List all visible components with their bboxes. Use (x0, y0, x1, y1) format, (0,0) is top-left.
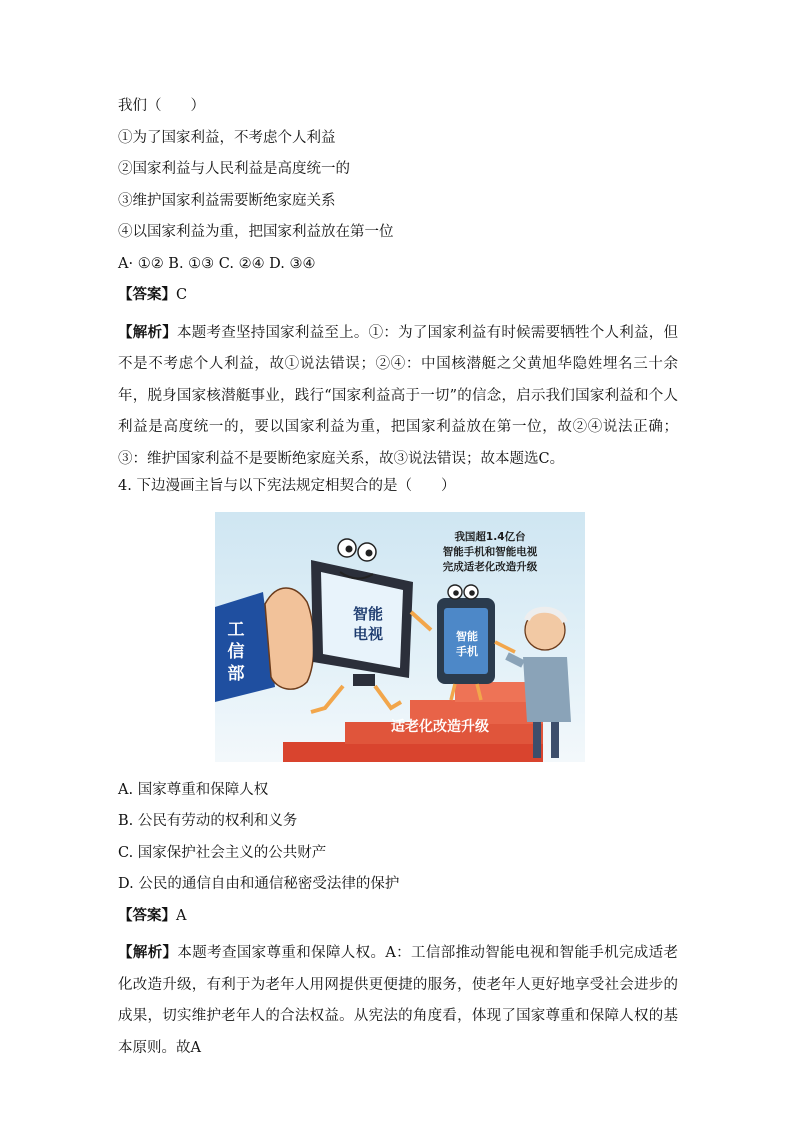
statement-2: ②国家利益与人民利益是高度统一的 (118, 161, 350, 177)
tv-label (333, 604, 403, 644)
tv-pupil-right (366, 549, 373, 556)
cartoon-headline (410, 530, 570, 575)
analysis-tag: 【解析】 (118, 323, 177, 341)
option-a: A. 国家尊重和保障人权 (118, 781, 269, 798)
question-4-stem: 4. 下边漫画主旨与以下宪法规定相契合的是（ ） (118, 478, 456, 494)
answer-tag: 【答案】 (118, 906, 176, 924)
phone-label-line-1: 智能 (456, 629, 478, 643)
tv-arm (411, 612, 431, 630)
question-3-choices: A· ①② B. ①③ C. ②④ D. ③④ (118, 255, 316, 272)
tv-label-line-1: 智能 (352, 604, 383, 623)
phone-pupil-left (453, 590, 459, 596)
document-page (118, 96, 678, 1064)
phone-leg-left (451, 684, 455, 700)
question-4-analysis (118, 937, 678, 1064)
ministry-char-3: 部 (227, 663, 245, 684)
statement-3: ③维护国家利益需要断绝家庭关系 (118, 192, 336, 209)
question-3-stem-tail: 我们（ ） (118, 98, 205, 114)
ministry-char-2: 信 (227, 641, 245, 662)
cartoon-illustration (215, 512, 585, 762)
answer-value: A (176, 907, 187, 924)
tv-stand (353, 674, 375, 686)
option-d: D. 公民的通信自由和通信秘密受法律的保护 (118, 876, 400, 892)
question-4-answer (118, 906, 678, 938)
question-3-answer (118, 285, 678, 317)
headline-line-2: 智能手机和智能电视 (442, 545, 538, 558)
analysis-text: 本题考查坚持国家利益至上。①：为了国家利益有时候需要牺牲个人利益，但不是不考虑个人利益，故①说法错误；②④：中国核潜艇之父黄旭华隐姓埋名三十余年，脱身国家核潜艇事业，践行“国家利益高于一切”的信念，启示我们国家利益和个人利益是高度统一的，要以国家利益为重，把国家利益放在第一位，故②④说法正确；③：维护国家利益不是要断绝家庭关系，故③说法错误；故本题选C。 (118, 324, 679, 467)
elder-body (523, 657, 571, 722)
phone-arm (495, 642, 515, 652)
phone-label (447, 629, 487, 659)
analysis-text: 本题考查国家尊重和保障人权。A：工信部推动智能电视和智能手机完成适老化改造升级，有利于为老年人用网提供更便捷的服务，使老年人更好地享受社会进步的成果，切实维护老年人的合法权益。从宪法的角度看，体现了国家尊重和保障人权的基本原则。故A (118, 945, 679, 1056)
tv-label-line-2: 电视 (352, 624, 383, 643)
phone-label-line-2: 手机 (456, 644, 478, 658)
ministry-label (218, 619, 254, 685)
tv-leg-left (311, 686, 343, 712)
elder-arm (507, 656, 523, 664)
headline-line-3: 完成适老化改造升级 (442, 560, 538, 573)
tv-pupil-left (346, 545, 353, 552)
tv-leg-right (375, 686, 401, 708)
question-3-analysis (118, 317, 678, 476)
option-c: C. 国家保护社会主义的公共财产 (118, 844, 327, 861)
pushing-hand (265, 588, 314, 689)
analysis-tag: 【解析】 (118, 944, 178, 961)
stair-step-1 (283, 742, 543, 762)
statement-4: ④以国家利益为重，把国家利益放在第一位 (118, 224, 394, 240)
option-b: B. 公民有劳动的权利和义务 (118, 813, 298, 829)
stairs-label: 适老化改造升级 (391, 718, 489, 735)
headline-line-1: 我国超1.4亿台 (454, 530, 526, 543)
statement-1: ①为了国家利益，不考虑个人利益 (118, 129, 336, 146)
elder-leg-left (533, 722, 541, 758)
answer-tag: 【答案】 (118, 286, 176, 303)
phone-pupil-right (469, 590, 475, 596)
answer-value: C (176, 287, 188, 303)
elder-leg-right (551, 722, 559, 758)
ministry-char-1: 工 (227, 619, 245, 640)
